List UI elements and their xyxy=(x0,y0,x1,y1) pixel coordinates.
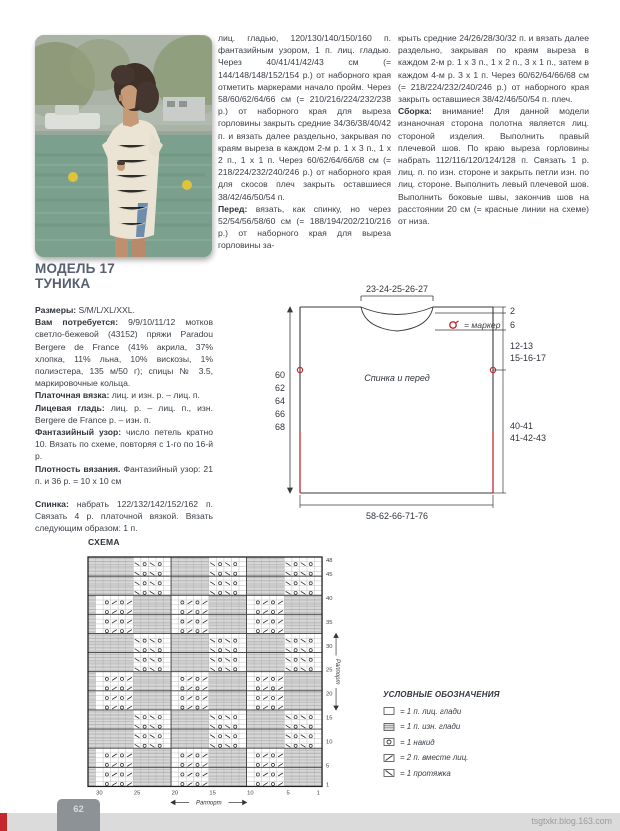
svg-text:15-16-17: 15-16-17 xyxy=(510,353,547,363)
svg-text:12-13: 12-13 xyxy=(510,341,534,351)
paragraph: Сборка: внимание! Для данной модели изнаночная сторона полотна является лиц. стороной изделия. Выполнить правый плечевой шов. По краю выреза горловины набрать 112/116/120/124/128 п. Связать 1 р. лиц. п. по изн. стороне и закрыть петли изн. по лиц. стороне. Выполнить левый плечевой шов. Выполнить боковые швы, закончив шов на расстоянии 20 см (= красные линии на схеме) от низа. xyxy=(398,106,589,227)
paragraph: Размеры: S/M/L/XL/XXL. xyxy=(35,305,135,315)
legend-item xyxy=(383,722,588,732)
paragraph: Фантазийный узор: число петель кратно 10. Вязать по схеме, повторяя с 1-го по 16-й р. xyxy=(35,427,213,462)
page-title xyxy=(35,261,115,291)
k2tog-icon xyxy=(383,753,395,763)
svg-text:10: 10 xyxy=(326,739,333,746)
footer-red-strip xyxy=(0,813,7,831)
neck-width-label: 23-24-25-26-27 xyxy=(365,284,429,294)
legend-item xyxy=(383,753,588,763)
svg-text:30: 30 xyxy=(326,643,333,650)
model-name: ТУНИКА xyxy=(35,276,91,291)
column-instructions-1 xyxy=(218,32,391,266)
svg-text:48: 48 xyxy=(326,557,333,564)
legend-item xyxy=(383,768,588,778)
svg-text:41-42-43: 41-42-43 xyxy=(510,433,547,443)
paragraph: Вам потребуется: 9/9/10/11/12 мотков светло-бежевой (43152) пряжи Paradou Bergere de France (41% акрила, 37% хлопка, 11% льна, 10% вискозы, 1% полиэстера, 135 м/50 г); спицы № 3.5, маркировочные кольца. xyxy=(35,317,214,389)
svg-text:25: 25 xyxy=(326,667,333,674)
bottom-width-label: 58-62-66-71-76 xyxy=(365,511,429,521)
knit-stitch-icon xyxy=(383,706,395,716)
svg-text:1: 1 xyxy=(316,790,320,797)
svg-text:30: 30 xyxy=(96,790,103,797)
column-materials xyxy=(35,304,214,534)
legend-item-text: = 1 протяжка xyxy=(400,768,451,778)
schematic-center-label: Спинка и перед xyxy=(364,373,430,383)
svg-text:25: 25 xyxy=(133,790,141,797)
svg-text:62: 62 xyxy=(274,383,285,393)
svg-text:35: 35 xyxy=(326,619,333,626)
knitting-chart xyxy=(80,550,352,815)
svg-text:15: 15 xyxy=(326,715,333,722)
paragraph: Плотность вязания. Фантазийный узор: 21 п. и 36 р. = 10 x 10 см xyxy=(35,463,213,486)
page-number-tab xyxy=(57,799,100,831)
svg-text:68: 68 xyxy=(274,422,285,432)
symbol-legend xyxy=(383,690,588,784)
svg-text:10: 10 xyxy=(247,790,254,797)
legend-item xyxy=(383,706,588,716)
chart-heading: СХЕМА xyxy=(88,537,120,547)
chart-column-numbers xyxy=(96,790,320,796)
legend-item-text: = 1 накид xyxy=(400,737,435,747)
svg-text:64: 64 xyxy=(274,396,285,406)
armhole-markers xyxy=(297,367,495,372)
svg-text:15: 15 xyxy=(209,790,216,797)
model-number: МОДЕЛЬ 17 xyxy=(35,261,115,276)
legend-item-text: = 1 п. лиц. глади xyxy=(400,706,462,716)
legend-item xyxy=(383,737,588,747)
svg-text:5: 5 xyxy=(286,790,290,797)
chart-row-numbers xyxy=(326,558,332,789)
svg-text:20: 20 xyxy=(171,790,179,797)
svg-text:5: 5 xyxy=(326,763,330,770)
paragraph: Спинка: набрать 122/132/142/152/162 п. Связать 4 р. платочной вязкой. Вязать следующим образом: 1 п. xyxy=(35,499,213,534)
legend-title: УСЛОВНЫЕ ОБОЗНАЧЕНИЯ xyxy=(383,690,500,699)
legend-item-text: = 1 п. изн. глади xyxy=(400,722,461,731)
open-seam-lines xyxy=(300,432,493,493)
site-url: tsgtxkr.blog.163.com xyxy=(531,816,612,826)
page-number: 62 xyxy=(73,804,84,815)
photo-illustration xyxy=(35,35,212,257)
paragraph: лиц. гладью, 120/130/140/150/160 п. фантазийным узором, 1 п. лиц. гладью. Через 40/41/41/42/43 см (= 144/148/148/152/154 р.) от наборного края отметить маркерами начало пройм. Через 58/60/62/64/66 см (= 210/216/224/232/238 р.) от наборного края для выреза горловины закрыть средние 34/36/38/40/42 п. и вязать далее раздельно, закрывая по краям выреза в каждом 2-м р. 1 x 3 п., 1 x 2 п., 1 x 1 п. Через 60/62/64/66/68 см (= 218/224/232/240/246 р.) от наборного края для скосов плеч закрыть оставшиеся 38/42/46/50/54 п. xyxy=(218,33,391,202)
svg-text:20: 20 xyxy=(326,691,333,698)
svg-text:60: 60 xyxy=(274,370,285,380)
paragraph: Лицевая гладь: лиц. р. – лиц. п., изн. Bergere de France р. – изн. п. xyxy=(35,402,214,425)
svg-text:Раппорт: Раппорт xyxy=(334,658,341,685)
column-instructions-2 xyxy=(398,32,589,320)
svg-text:40: 40 xyxy=(326,596,333,603)
model-photo xyxy=(35,35,212,257)
right-dimension-labels xyxy=(510,306,546,443)
svg-text:1: 1 xyxy=(326,782,330,789)
purl-stitch-icon xyxy=(383,722,395,732)
svg-text:66: 66 xyxy=(274,409,285,419)
chart-rapport-horizontal xyxy=(171,800,247,806)
chart-rapport-vertical xyxy=(334,633,340,709)
svg-text:2: 2 xyxy=(510,306,516,316)
marker-legend-text: = маркер xyxy=(464,320,501,330)
garment-schematic xyxy=(255,278,600,540)
svg-text:Раппорт: Раппорт xyxy=(196,800,222,807)
paragraph: Перед: вязать, как спинку, но через 52/54/56/58/60 см (= 188/194/202/210/216 р.) от наборного края для выреза горловины за- xyxy=(218,203,391,251)
paragraph: крыть средние 24/26/28/30/32 п. и вязать далее раздельно, закрывая по краям выреза в каждом 2-м р. 1 x 3 п., 1 x 2 п., 3 x 1 п., затем в каждом 4-м р. 3 x 1 п. Через 60/62/64/66/68 см (= 218/224/232/240/246 р.) от наборного края закрыть оставшиеся 38/42/46/50/54 п. плеч. xyxy=(398,33,589,105)
height-labels xyxy=(275,370,285,432)
svg-text:6: 6 xyxy=(510,320,516,330)
svg-text:40-41: 40-41 xyxy=(510,421,534,431)
yarn-over-icon xyxy=(383,737,395,747)
slip-decrease-icon xyxy=(383,768,395,778)
legend-item-text: = 2 п. вместе лиц. xyxy=(400,753,469,762)
paragraph: Платочная вязка: лиц. и изн. р. – лиц. п. xyxy=(35,390,200,401)
svg-text:45: 45 xyxy=(326,572,333,579)
